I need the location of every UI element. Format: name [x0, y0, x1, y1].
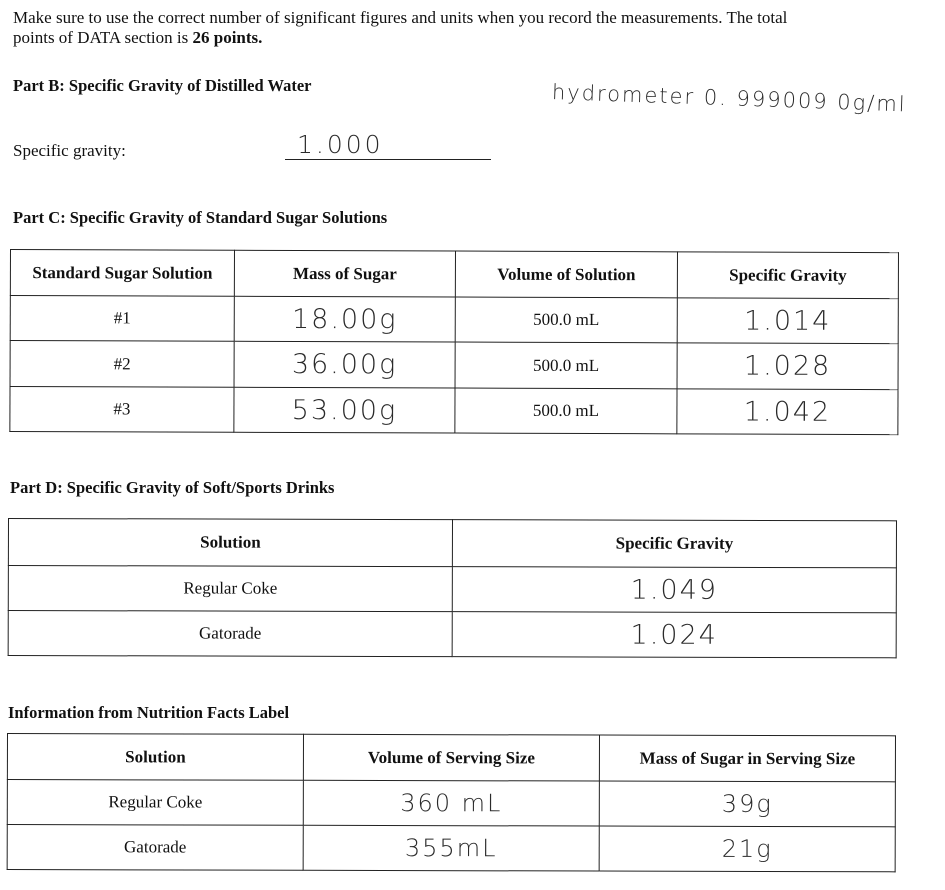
solution-cell: #2: [10, 341, 234, 388]
solution-cell: Gatorade: [7, 825, 303, 871]
mass-cell: 36.00g: [234, 341, 455, 388]
table-row: [10, 341, 898, 390]
specific-gravity-cell: 1.049: [452, 567, 896, 613]
instructions-line-2: [13, 28, 913, 48]
solution-cell: #3: [10, 387, 234, 433]
table-row: [8, 611, 896, 658]
column-header: Mass of Sugar in Serving Size: [599, 735, 895, 782]
specific-gravity-cell: 1.014: [677, 298, 898, 344]
specific-gravity-underline: [285, 159, 491, 160]
nutrition-table: [7, 733, 896, 872]
volume-cell: 355mL: [303, 825, 599, 871]
table-row: [10, 296, 898, 344]
column-header: Volume of Solution: [455, 251, 677, 298]
volume-cell: 500.0 mL: [455, 297, 677, 343]
table-row: [7, 825, 895, 872]
specific-gravity-cell: 1.028: [677, 343, 898, 390]
part-c-heading: Part C: Specific Gravity of Standard Sugar Solutions: [13, 208, 388, 227]
mass-cell: 21g: [599, 826, 895, 872]
column-header: Volume of Serving Size: [303, 734, 599, 781]
instructions-points: 26 points.: [192, 28, 263, 47]
soft-drinks-table: [8, 518, 897, 658]
table-row: [8, 566, 896, 613]
solution-cell: Regular Coke: [8, 566, 452, 612]
column-header: Specific Gravity: [452, 520, 896, 568]
nutrition-heading: Information from Nutrition Facts Label: [8, 703, 290, 722]
solution-cell: Regular Coke: [7, 780, 303, 826]
part-b-heading: Part B: Specific Gravity of Distilled Water: [13, 76, 312, 95]
table-header-row: [10, 250, 898, 299]
mass-cell: 53.00g: [234, 387, 455, 433]
instructions-line-1: Make sure to use the correct number of significant figures and units when you record the measurements. The total: [13, 8, 788, 27]
mass-cell: 39g: [599, 781, 895, 827]
solution-cell: #1: [10, 296, 234, 342]
instructions-line-2-text: points of DATA section is: [13, 28, 193, 47]
volume-cell: 360 mL: [303, 780, 599, 826]
solution-cell: Gatorade: [8, 611, 452, 657]
part-d-heading: Part D: Specific Gravity of Soft/Sports Drinks: [10, 478, 335, 497]
table-row: [7, 780, 895, 827]
specific-gravity-value: 1.000: [297, 130, 384, 159]
column-header: Standard Sugar Solution: [10, 250, 234, 297]
mass-cell: 18.00g: [234, 296, 455, 342]
column-header: Solution: [8, 519, 452, 567]
table-header-row: [7, 734, 895, 782]
column-header: Specific Gravity: [677, 252, 898, 299]
specific-gravity-cell: 1.042: [677, 389, 898, 435]
table-row: [10, 387, 898, 435]
volume-cell: 500.0 mL: [455, 342, 677, 389]
instructions: [13, 8, 913, 48]
volume-cell: 500.0 mL: [455, 388, 677, 434]
hydrometer-note: hydrometer 0. 999009 0g/ml: [551, 80, 908, 117]
column-header: Mass of Sugar: [234, 250, 455, 297]
table-header-row: [8, 519, 896, 568]
specific-gravity-label: Specific gravity:: [13, 141, 126, 160]
standard-sugar-table: [9, 249, 899, 435]
specific-gravity-cell: 1.024: [452, 612, 896, 658]
column-header: Solution: [7, 734, 303, 781]
